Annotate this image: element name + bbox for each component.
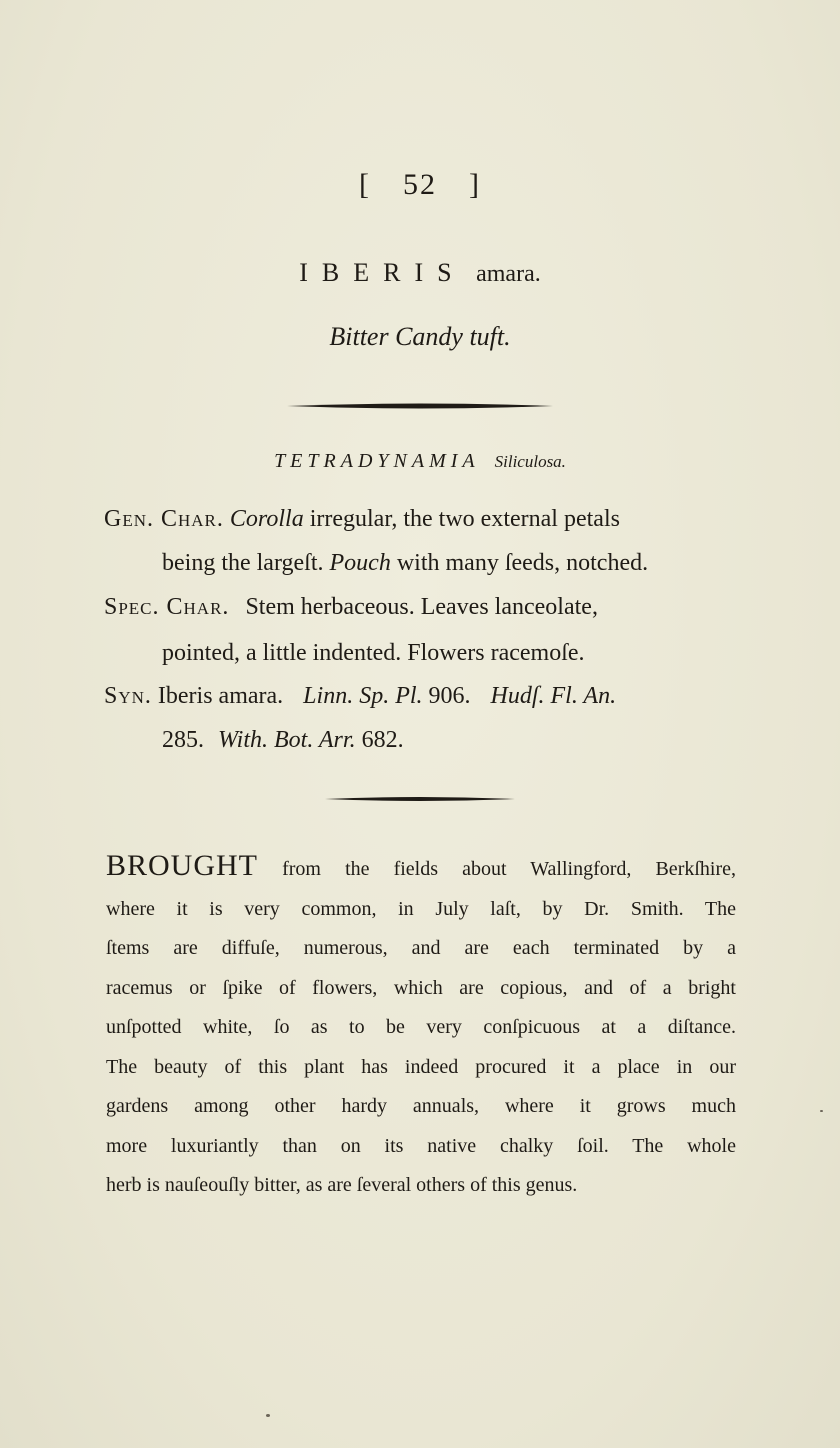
paragraph-line-7: gardens among other hardy annuals, where it grows much xyxy=(106,1095,736,1117)
order-name: Siliculosa. xyxy=(494,452,566,471)
paragraph-line-3: ſtems are diffuſe, numerous, and are each terminated by a xyxy=(106,937,736,959)
genus-name: IBERIS xyxy=(299,258,466,287)
paragraph-line-6: The beauty of this plant has indeed procured it a place in our xyxy=(106,1055,736,1078)
gen-char-label: Gen. Char. xyxy=(104,506,224,532)
page-number xyxy=(0,168,840,202)
syn-label: Syn. xyxy=(104,683,152,709)
dropcap-word: BROUGHT xyxy=(106,849,259,882)
paragraph-line-5: unſpotted white, ſo as to be very conſpicuous at a diſtance. xyxy=(106,1016,736,1038)
paragraph-line-8: more luxuriantly than on its native chalky ſoil. The whole xyxy=(106,1134,736,1157)
page-number-value: 52 xyxy=(403,168,437,201)
syn-line-2: 285. With. Bot. Arr. 682. xyxy=(162,727,404,753)
description-paragraph xyxy=(106,846,736,1206)
gen-char-line-2: being the largeſt. Pouch with many ſeeds, notched. xyxy=(162,550,649,576)
paragraph-line-4: racemus or ſpike of flowers, which are copious, and of a bright xyxy=(106,976,736,999)
paragraph-line-9: herb is nauſeouſly bitter, as are ſeveral others of this genus. xyxy=(106,1174,578,1196)
class-name: TETRADYNAMIA xyxy=(274,450,480,472)
paper-speck xyxy=(266,1414,270,1417)
bracket-close: ] xyxy=(469,168,481,201)
paper-speck xyxy=(820,1110,823,1112)
linnaean-class xyxy=(0,450,840,473)
common-name: Bitter Candy tuft. xyxy=(329,322,511,351)
spec-char-line-1: Spec. Char. Stem herbaceous. Leaves lanceolate, xyxy=(104,594,598,620)
bracket-open: [ xyxy=(359,168,371,201)
syn-line-1: Syn. Iberis amara. Linn. Sp. Pl. 906. Hudſ. Fl. An. xyxy=(104,683,617,709)
paragraph-line-2: where it is very common, in July laſt, by Dr. Smith. The xyxy=(106,897,736,920)
ornamental-rule-bottom xyxy=(0,794,840,804)
spec-char-label: Spec. Char. xyxy=(104,594,230,620)
species-name: amara. xyxy=(476,261,541,287)
plant-title xyxy=(0,258,840,288)
spec-char-line-2: pointed, a little indented. Flowers racemoſe. xyxy=(162,640,585,666)
gen-char-line-1: Gen. Char. Corolla irregular, the two external petals xyxy=(104,506,620,532)
ornamental-rule-top xyxy=(0,400,840,412)
paragraph-line-1: BROUGHT from the fields about Wallingford, Berkſhire, xyxy=(106,849,736,882)
